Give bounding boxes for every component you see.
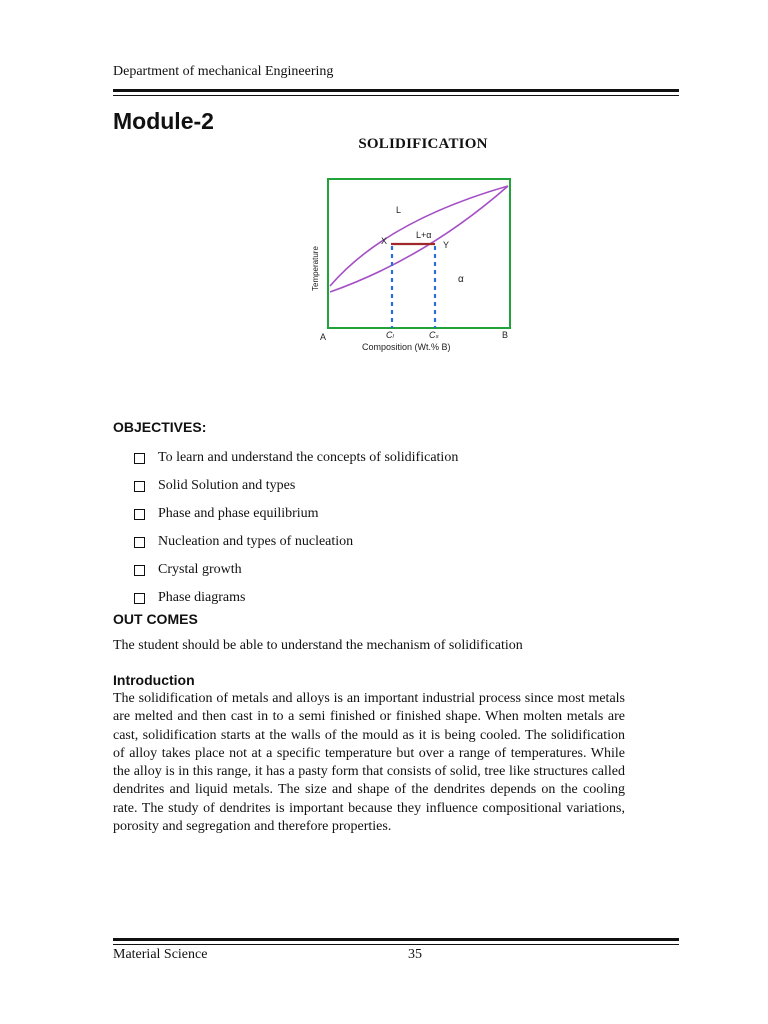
header-rule-thin (113, 95, 679, 96)
footer-rule-thin (113, 944, 679, 945)
page-number: 35 (408, 947, 422, 962)
x-axis-label: Composition (Wt.% B) (362, 342, 451, 352)
checkbox-icon (134, 481, 145, 492)
section-title: SOLIDIFICATION (358, 136, 488, 152)
corner-b-label: B (502, 330, 509, 340)
two-phase-region-label: L+α (416, 230, 432, 240)
solid-region-label: α (458, 274, 464, 285)
list-item-text: Solid Solution and types (158, 478, 296, 493)
list-item-text: Nucleation and types of nucleation (158, 534, 354, 549)
header-rule-thick (113, 89, 679, 92)
footer-subject: Material Science (113, 947, 208, 962)
module-title: Module-2 (113, 108, 214, 134)
introduction-heading: Introduction (113, 672, 195, 688)
checkbox-icon (134, 537, 145, 548)
list-item-text: To learn and understand the concepts of solidification (158, 450, 459, 465)
introduction-paragraph: The solidification of metals and alloys is an important industrial process since most metals are melted and then cast in to a semi finished or finished shape. When molten metals are cast, solidification starts at the walls of the mould as it is being cooled. The solidification of alloy takes place not at a specific temperature but over a range of temperatures. While the alloy is in this range, it has a pasty form that consists of solid, tree like structures called dendrites and liquid metals. The size and shape of the dendrites depends on the cooling rate. The study of dendrites is important because they influence compositional variations, porosity and segregation and therefore properties. (113, 691, 625, 835)
header-department: Department of mechanical Engineering (113, 64, 334, 79)
liquid-region-label: L (396, 205, 402, 215)
list-item (134, 584, 458, 612)
diagram-frame (328, 179, 510, 328)
list-item-text: Phase and phase equilibrium (158, 506, 319, 521)
list-item-text: Crystal growth (158, 562, 242, 577)
outcomes-heading: OUT COMES (113, 611, 198, 627)
objectives-heading: OBJECTIVES: (113, 419, 207, 435)
checkbox-icon (134, 509, 145, 520)
list-item (134, 444, 458, 472)
checkbox-icon (134, 453, 145, 464)
objectives-list (134, 444, 458, 612)
point-y-label: Y (443, 240, 450, 250)
footer-rule-thick (113, 938, 679, 941)
cs-label: Cₛ (429, 330, 439, 340)
outcomes-text: The student should be able to understand the mechanism of solidification (113, 638, 523, 653)
list-item (134, 472, 458, 500)
list-item (134, 528, 458, 556)
corner-a-label: A (320, 332, 327, 342)
y-axis-label: Temperature (311, 246, 320, 291)
point-x-label: X (381, 236, 388, 246)
checkbox-icon (134, 565, 145, 576)
cl-label: Cₗ (386, 330, 394, 340)
checkbox-icon (134, 593, 145, 604)
list-item (134, 556, 458, 584)
list-item-text: Phase diagrams (158, 590, 246, 605)
phase-diagram (296, 166, 526, 366)
list-item (134, 500, 458, 528)
